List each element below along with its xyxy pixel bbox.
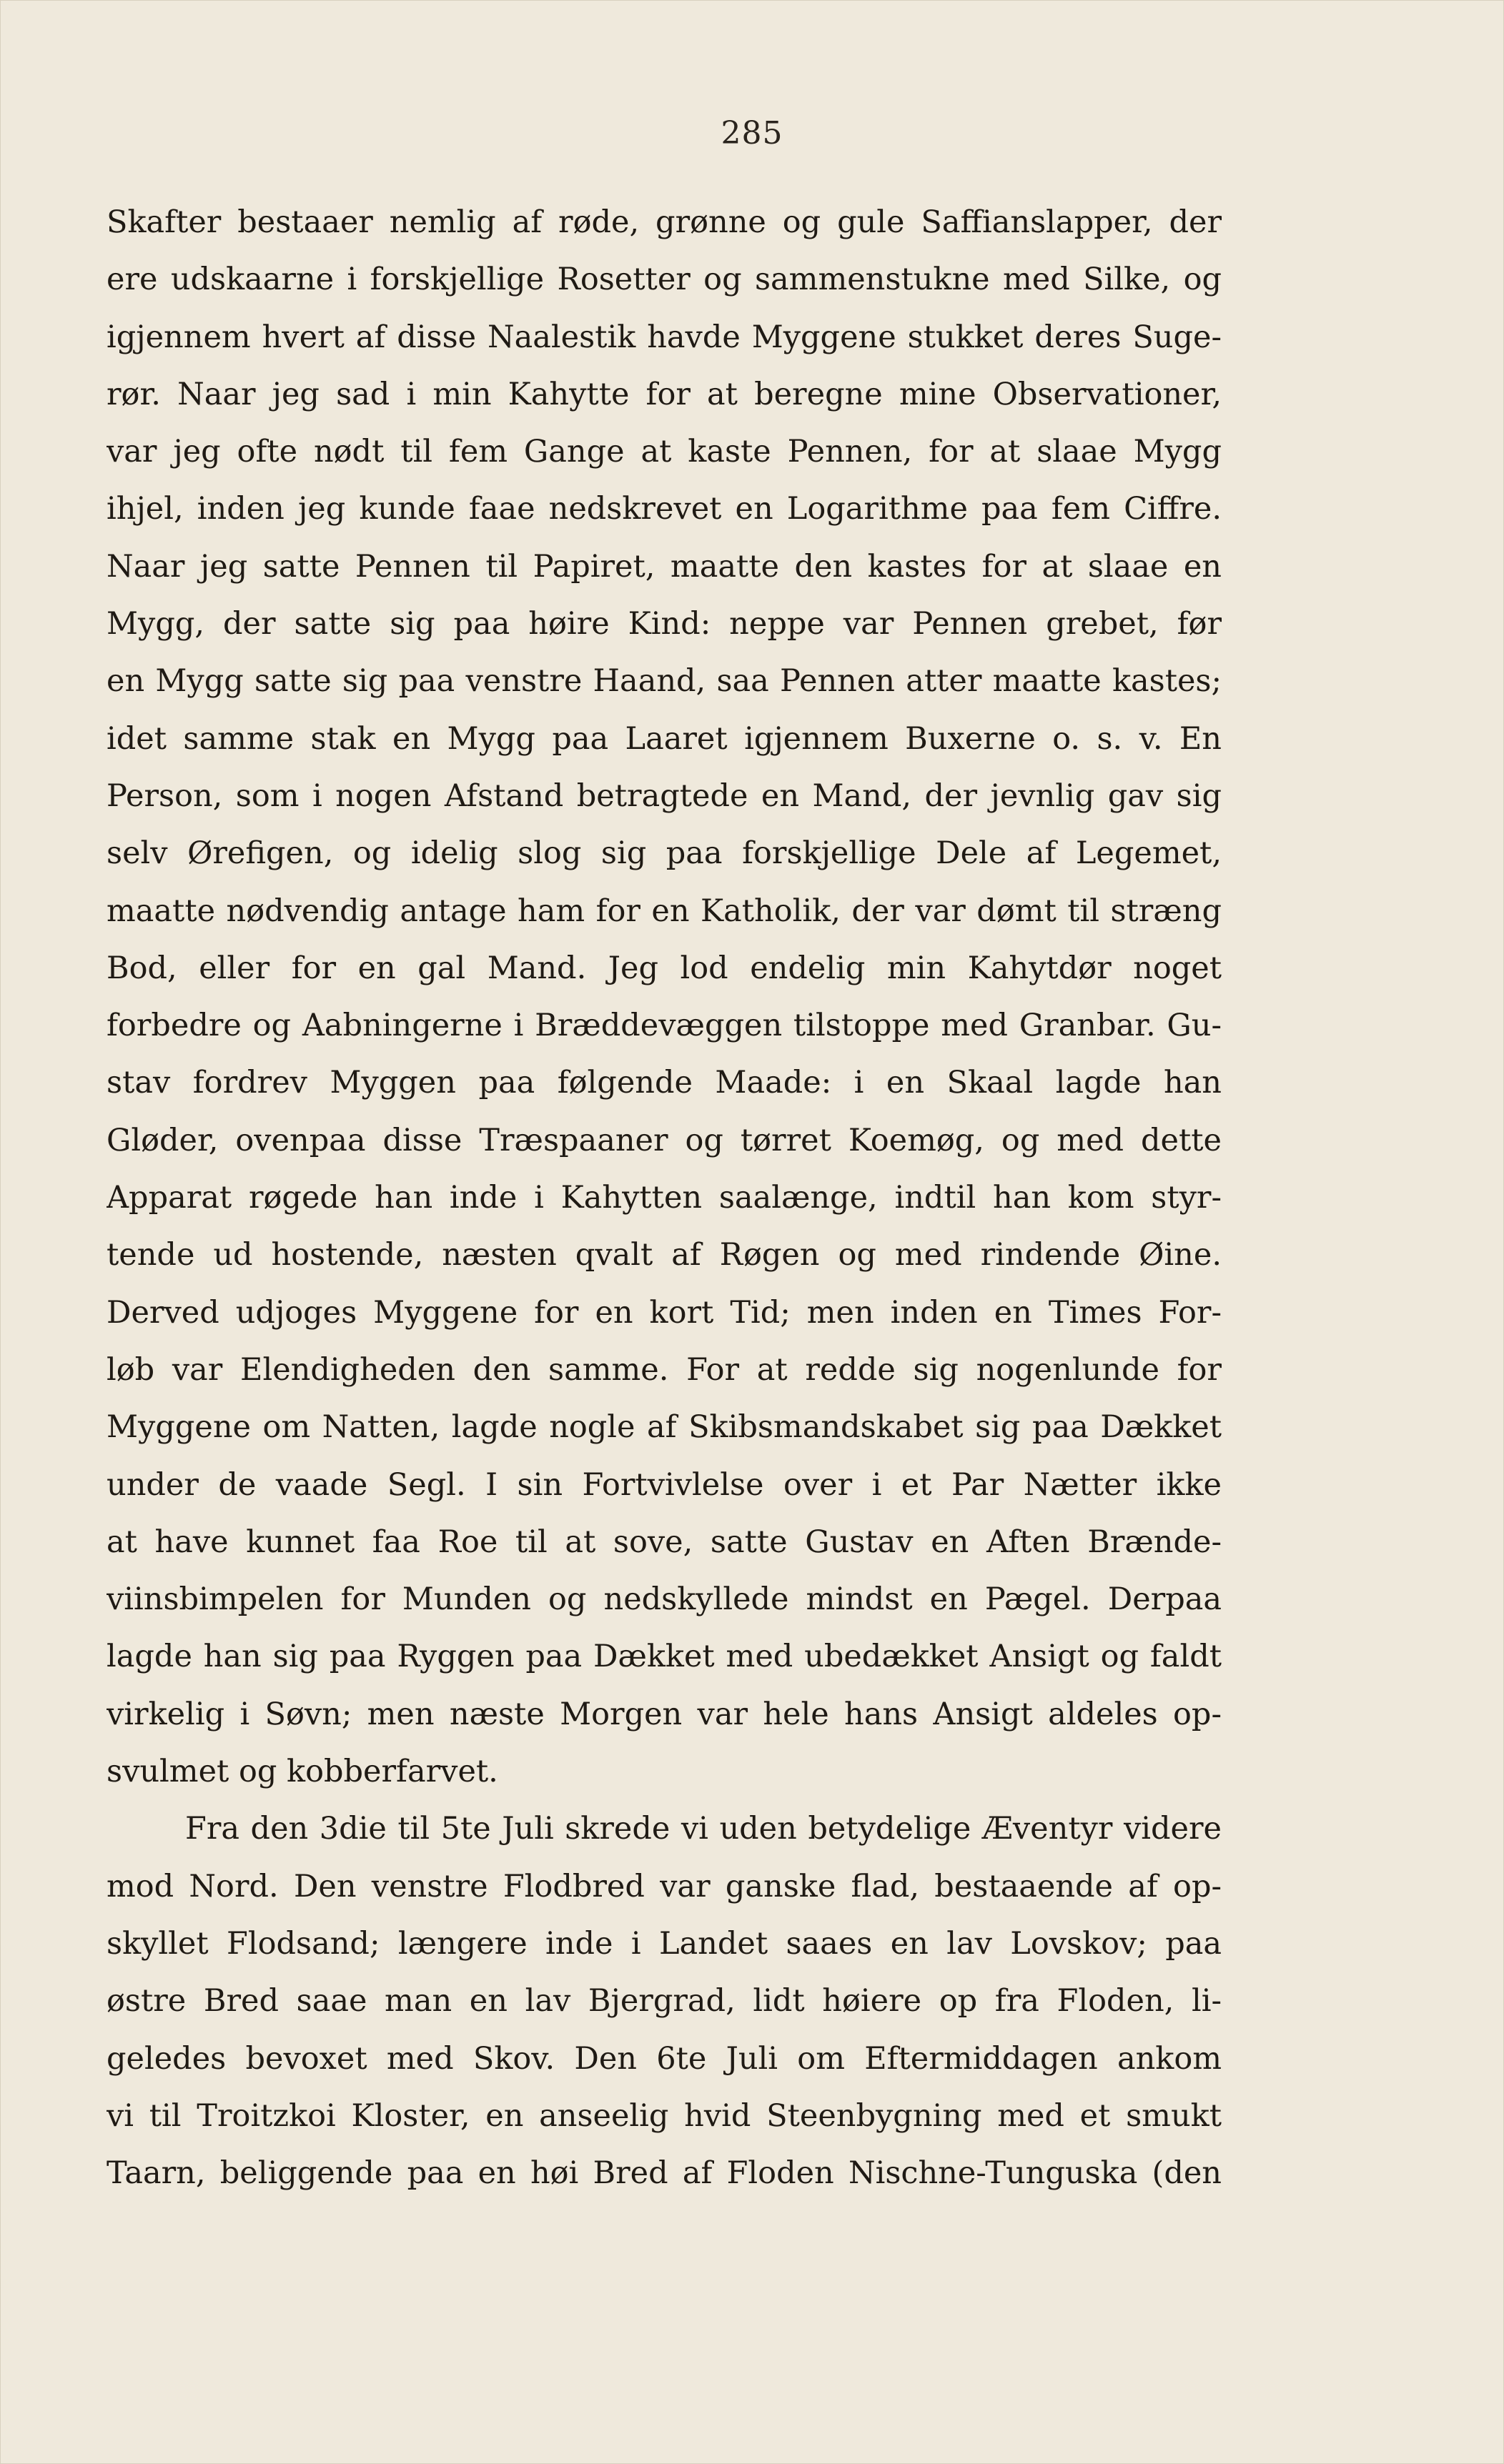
text-line: Mygg, der satte sig paa høire Kind: neppe var Pennen grebet, før <box>107 606 1222 642</box>
text-line: Apparat røgede han inde i Kahytten saalænge, indtil han kom styr- <box>107 1180 1222 1216</box>
text-line: skyllet Flodsand; længere inde i Landet saaes en lav Lovskov; paa <box>107 1925 1222 1962</box>
text-line: Fra den 3die til 5te Juli skrede vi uden betydelige Æventyr videre <box>185 1811 1222 1847</box>
text-line: Gløder, ovenpaa disse Træspaaner og tørret Koemøg, og med dette <box>107 1122 1222 1158</box>
text-line: virkelig i Søvn; men næste Morgen var hele hans Ansigt aldeles op- <box>107 1696 1222 1732</box>
text-line: ihjel, inden jeg kunde faae nedskrevet en Logarithme paa fem Ciffre. <box>107 491 1222 527</box>
text-line: en Mygg satte sig paa venstre Haand, saa Pennen atter maatte kastes; <box>107 663 1222 700</box>
text-line: Skafter bestaaer nemlig af røde, grønne og gule Saffianslapper, der <box>107 204 1222 240</box>
text-line: selv Ørefigen, og idelig slog sig paa forskjellige Dele af Legemet, <box>107 835 1222 872</box>
text-line: østre Bred saae man en lav Bjergrad, lidt høiere op fra Floden, li- <box>107 1983 1222 2020</box>
text-line: ere udskaarne i forskjellige Rosetter og sammenstukne med Silke, og <box>107 262 1222 298</box>
text-line: igjennem hvert af disse Naalestik havde Myggene stukket deres Suge- <box>107 319 1222 355</box>
text-line: under de vaade Segl. I sin Fortvivlelse over i et Par Nætter ikke <box>107 1466 1222 1503</box>
text-line: maatte nødvendig antage ham for en Katholik, der var dømt til stræng <box>107 893 1222 929</box>
text-line: Derved udjoges Myggene for en kort Tid; men inden en Times For- <box>107 1294 1222 1331</box>
text-line: Person, som i nogen Afstand betragtede en Mand, der jevnlig gav sig <box>107 778 1222 814</box>
text-line: Naar jeg satte Pennen til Papiret, maatte den kastes for at slaae en <box>107 548 1222 585</box>
text-line: idet samme stak en Mygg paa Laaret igjennem Buxerne o. s. v. En <box>107 720 1222 757</box>
text-line: Bod, eller for en gal Mand. Jeg lod endelig min Kahytdør noget <box>107 950 1222 986</box>
text-line: vi til Troitzkoi Kloster, en anseelig hvid Steenbygning med et smukt <box>107 2097 1222 2134</box>
text-line: mod Nord. Den venstre Flodbred var ganske flad, bestaaende af op- <box>107 1868 1222 1904</box>
text-line: geledes bevoxet med Skov. Den 6te Juli om Eftermiddagen ankom <box>107 2040 1222 2077</box>
text-line: var jeg ofte nødt til fem Gange at kaste Pennen, for at slaae Mygg <box>107 434 1222 470</box>
text-line: svulmet og kobberfarvet. <box>107 1754 498 1790</box>
text-line: Myggene om Natten, lagde nogle af Skibsmandskabet sig paa Dækket <box>107 1409 1222 1446</box>
text-line: rør. Naar jeg sad i min Kahytte for at beregne mine Observationer, <box>107 376 1222 412</box>
text-line: forbedre og Aabningerne i Bræddevæggen tilstoppe med Granbar. Gu- <box>107 1008 1222 1044</box>
page-number: 285 <box>721 115 783 151</box>
text-line: stav fordrev Myggen paa følgende Maade: i en Skaal lagde han <box>107 1065 1222 1101</box>
text-line: Taarn, beliggende paa en høi Bred af Floden Nischne-Tunguska (den <box>107 2155 1222 2192</box>
text-line: lagde han sig paa Ryggen paa Dækket med ubedækket Ansigt og faldt <box>107 1639 1222 1675</box>
body-text <box>107 194 1222 2202</box>
text-line: tende ud hostende, næsten qvalt af Røgen og med rindende Øine. <box>107 1237 1222 1273</box>
text-line: løb var Elendigheden den samme. For at redde sig nogenlunde for <box>107 1351 1222 1388</box>
text-line: viinsbimpelen for Munden og nedskyllede mindst en Pægel. Derpaa <box>107 1581 1222 1618</box>
text-line: at have kunnet faa Roe til at sove, satte Gustav en Aften Brænde- <box>107 1524 1222 1560</box>
